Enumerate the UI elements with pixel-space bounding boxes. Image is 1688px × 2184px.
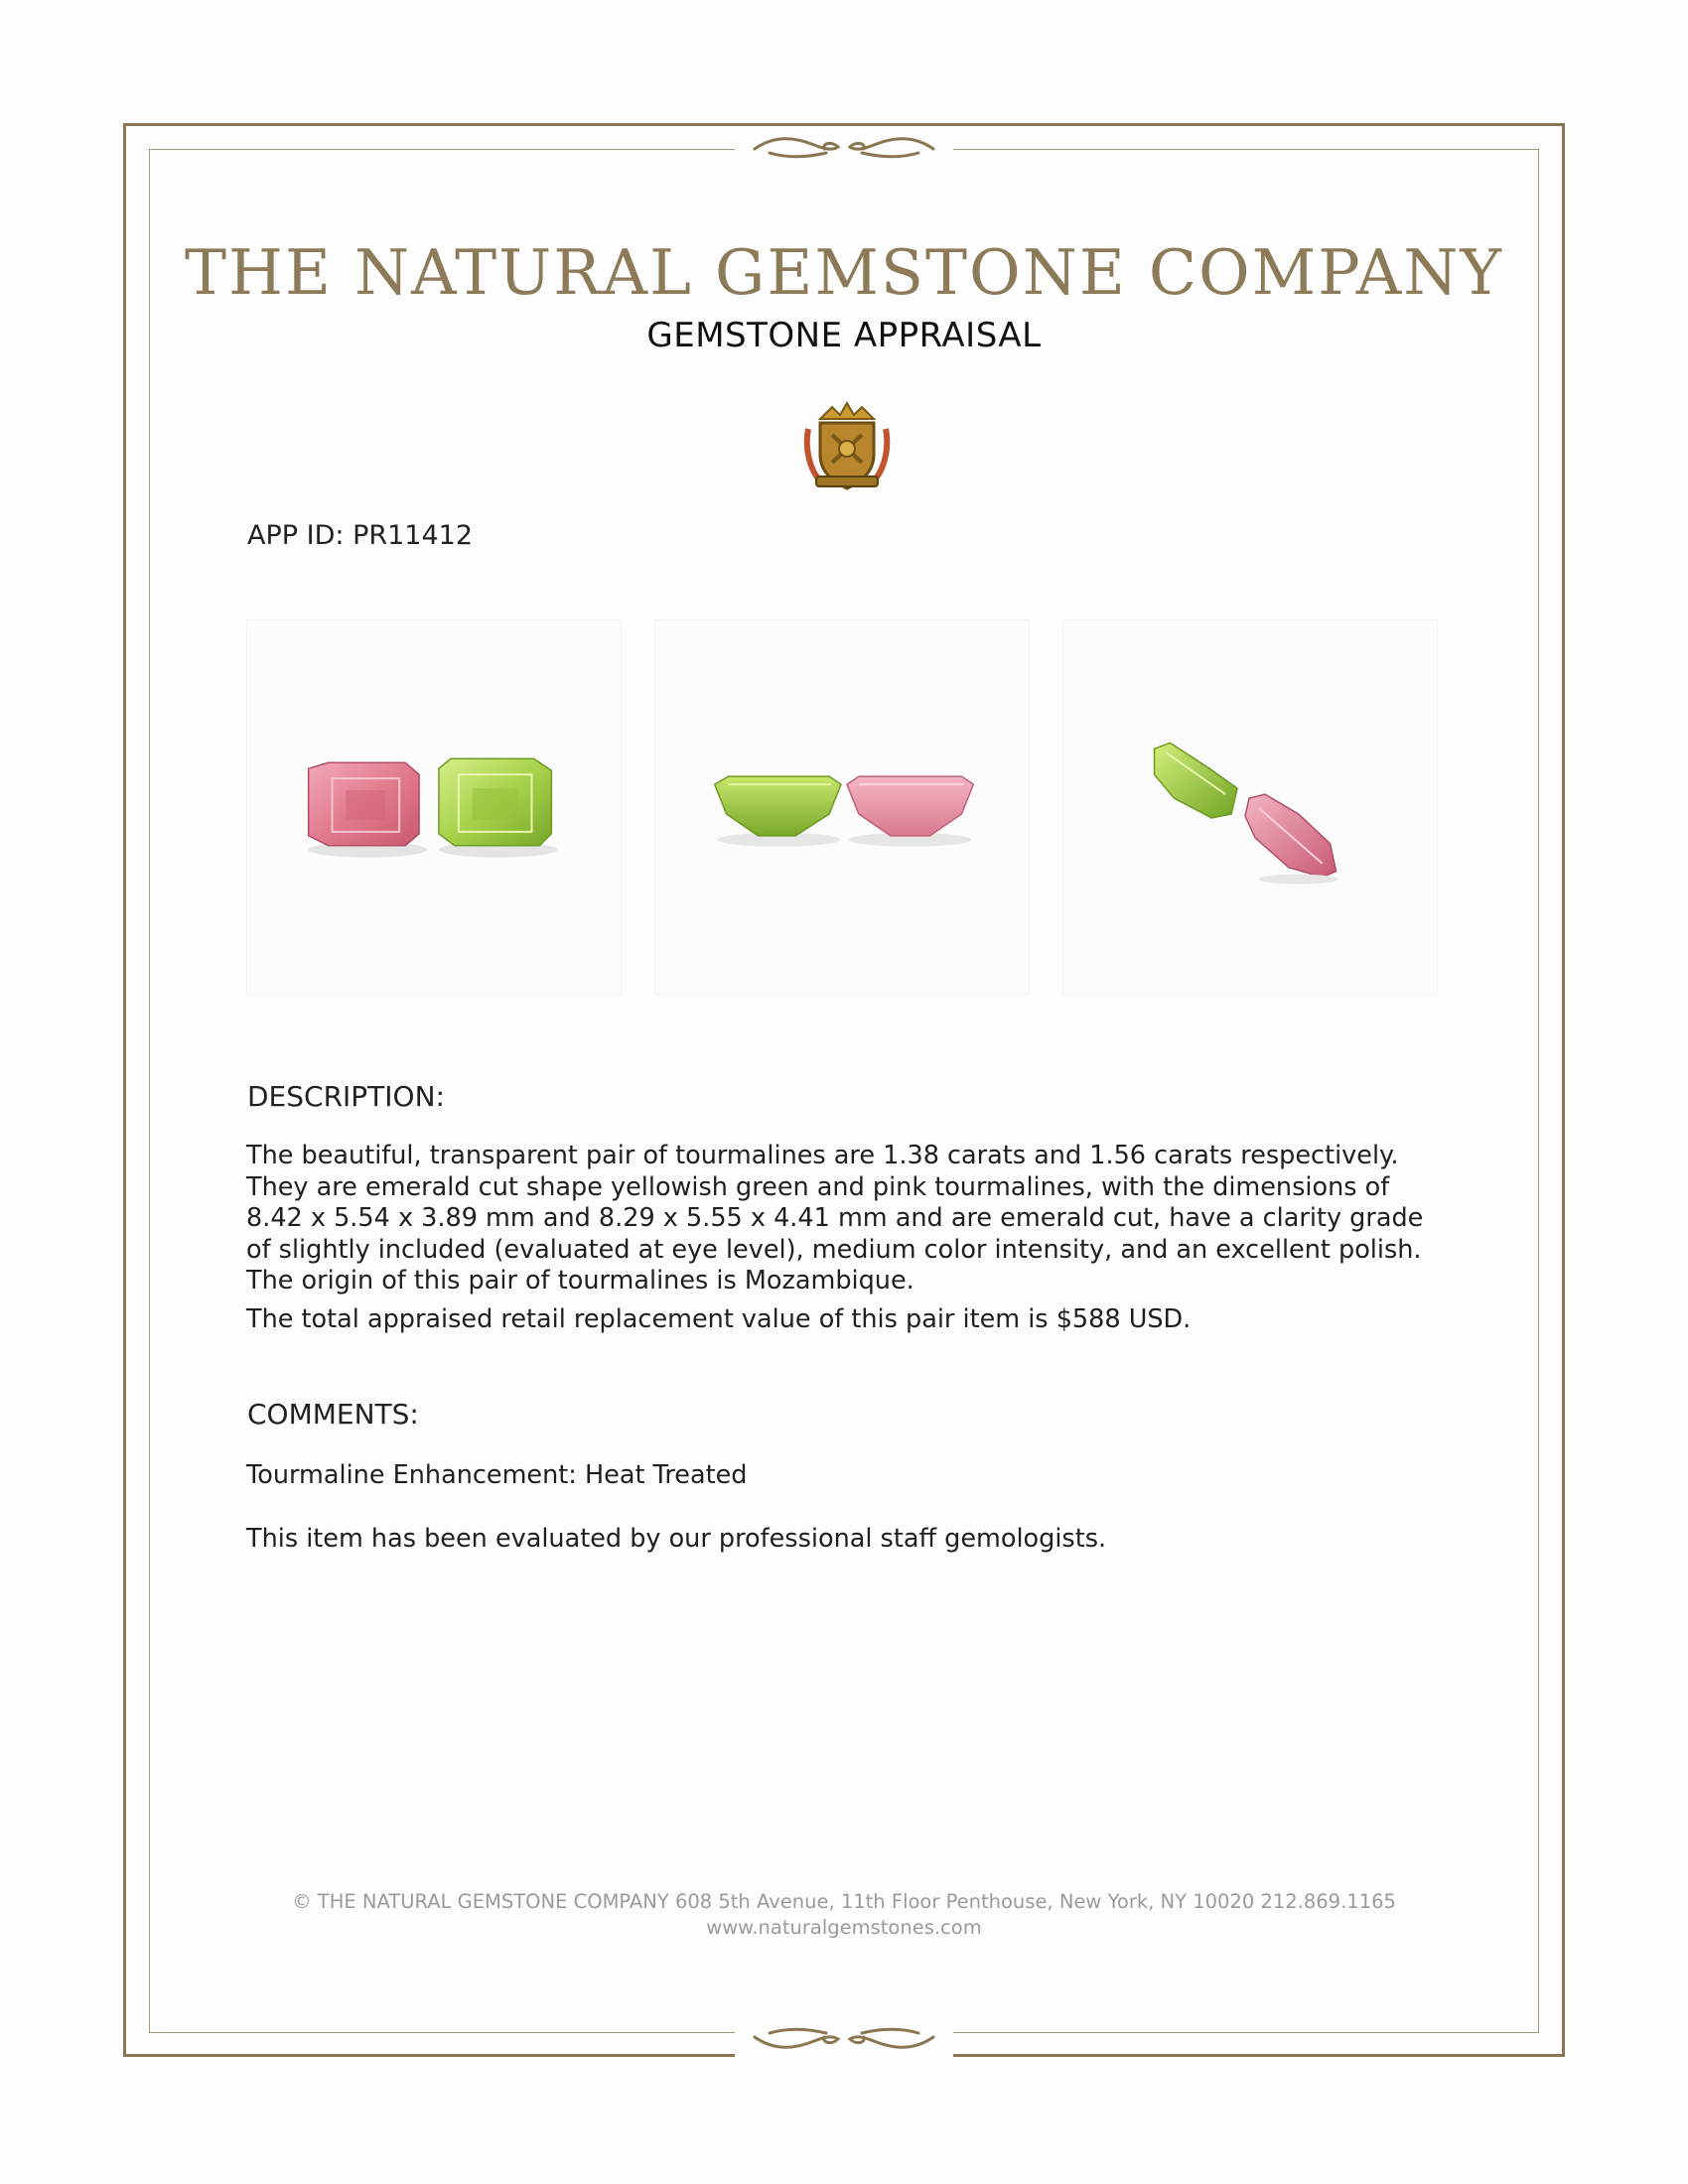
- company-name: THE NATURAL GEMSTONE COMPANY: [184, 236, 1504, 309]
- footer-website: www.naturalgemstones.com: [706, 1916, 982, 1939]
- evaluation-note: This item has been evaluated by our professional staff gemologists.: [246, 1524, 1107, 1554]
- gemstone-photo-side-view: [654, 619, 1030, 995]
- heraldic-crest-icon: [802, 399, 892, 494]
- scroll-ornament-icon: [735, 2017, 953, 2057]
- scroll-ornament-icon: [735, 129, 953, 169]
- gemstone-photo-angled-view: [1062, 619, 1438, 995]
- app-id-label: APP ID:: [247, 520, 345, 551]
- app-id: [247, 520, 473, 551]
- footer-address: © THE NATURAL GEMSTONE COMPANY 608 5th Avenue, 11th Floor Penthouse, New York, NY 10020 212.869.1165: [292, 1890, 1396, 1913]
- gemstone-photo-gallery: [246, 619, 1438, 997]
- description-body: The beautiful, transparent pair of tourmalines are 1.38 carats and 1.56 carats respectively. They are emerald cut shape yellowish green and pink tourmalines, with the dimensions of 8.42 x 5.54 x 3.89 mm and 8.29 x 5.55 x 4.41 mm and are emerald cut, have a clarity grade of slightly included (evaluated at eye level), medium color intensity, and an excellent polish. The origin of this pair of tourmalines is Mozambique.: [246, 1141, 1424, 1296]
- appraised-value-statement: The total appraised retail replacement value of this pair item is $588 USD.: [246, 1304, 1192, 1334]
- app-id-value: PR11412: [352, 520, 473, 551]
- enhancement-comment: Tourmaline Enhancement: Heat Treated: [246, 1460, 748, 1490]
- gemstone-photo-top-view: [246, 619, 622, 995]
- page-title: GEMSTONE APPRAISAL: [646, 316, 1042, 355]
- description-heading: DESCRIPTION:: [247, 1080, 445, 1113]
- comments-heading: COMMENTS:: [247, 1398, 419, 1431]
